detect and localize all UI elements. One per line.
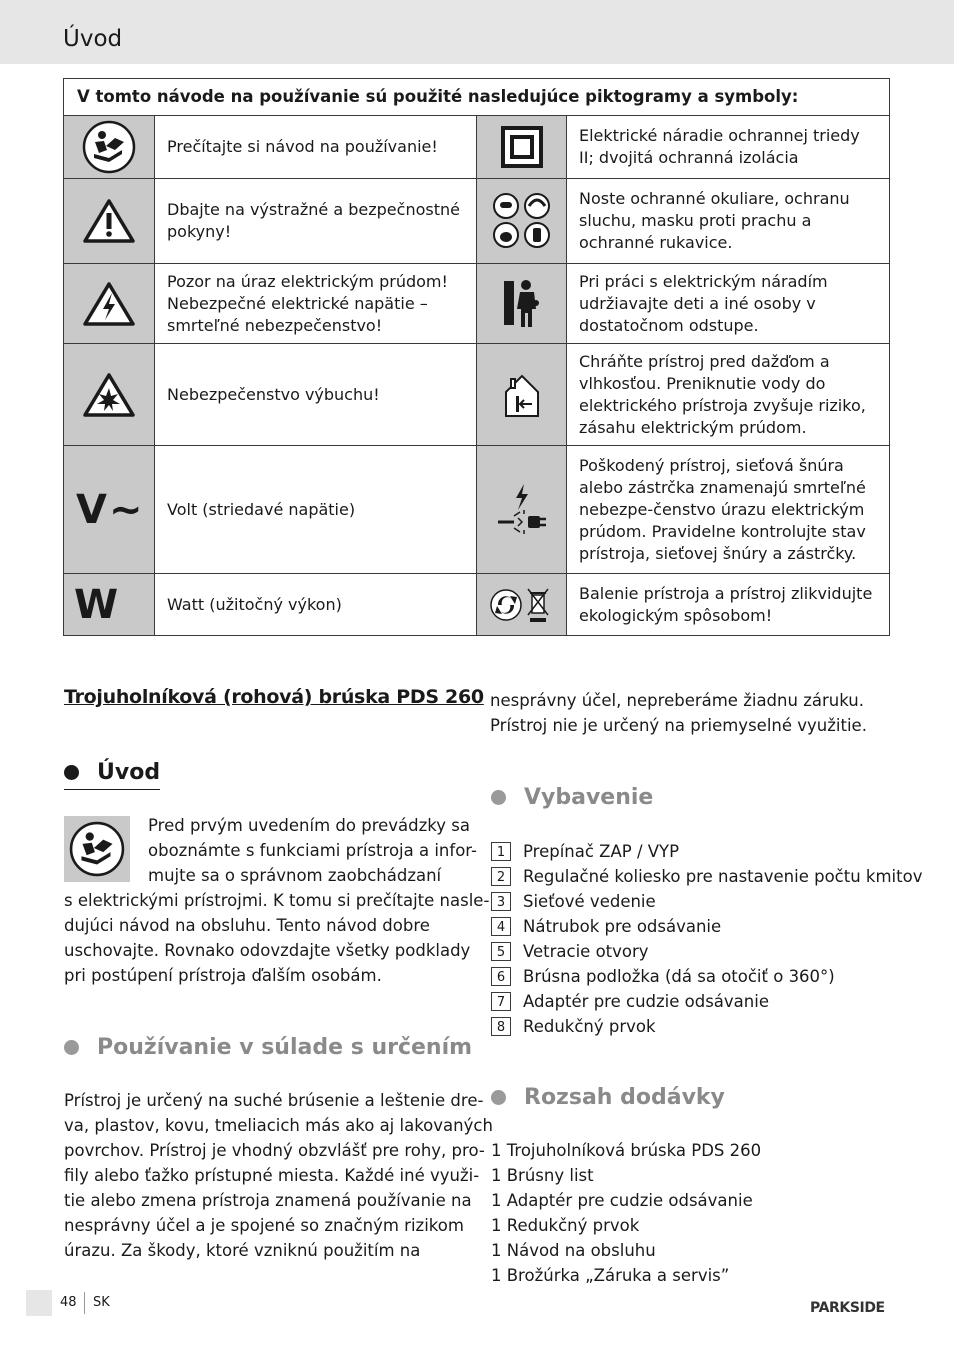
bullet-icon [64, 765, 79, 780]
bullet-icon [64, 1040, 79, 1055]
symbols-table [63, 78, 890, 636]
intended-use-line: nesprávny účel, nepreberáme žiadnu záruku. [490, 691, 864, 710]
keep-bystanders-away-icon [502, 277, 542, 331]
intended-use-line: Prístroj je určený na suché brúsenie a leštenie dre- [64, 1091, 484, 1110]
intro-line: Pred prvým uvedením do prevádzky sa [148, 816, 470, 835]
product-heading: Trojuholníková (rohová) brúska PDS 260 [64, 686, 484, 708]
page-title: Úvod [63, 26, 123, 52]
symbol-cell [477, 264, 567, 344]
page-number: 48 [60, 1295, 77, 1310]
intro-line: pri postúpení prístroja ďalším osobám. [64, 966, 382, 985]
symbol-description: Elektrické náradie ochrannej triedy II; dvojitá ochranná izolácia [567, 116, 890, 179]
intro-line: oboznámte s funkciami prístroja a infor- [148, 841, 477, 860]
item-label: Brúsna podložka (dá sa otočiť o 360°) [523, 967, 835, 986]
intro-icon-box [64, 816, 130, 882]
list-item [491, 939, 922, 964]
protection-class-ii-icon [500, 125, 544, 169]
indoor-use-icon [502, 370, 542, 420]
list-item [491, 989, 922, 1014]
item-number: 7 [491, 992, 511, 1011]
intro-line: s elektrickými prístrojmi. K tomu si prečítajte nasle- [64, 891, 490, 910]
item-number: 2 [491, 867, 511, 886]
intro-heading-text: Úvod [97, 760, 161, 785]
volt-ac-symbol: V~ [76, 486, 145, 533]
symbol-description: Prečítajte si návod na používanie! [155, 116, 477, 179]
brand-logo: PARKSIDE [810, 1300, 885, 1316]
intended-use-continuation [490, 688, 867, 738]
item-number: 1 [491, 842, 511, 861]
symbol-cell [64, 264, 155, 344]
footer-divider [84, 1292, 85, 1314]
symbol-cell [477, 574, 567, 636]
intro-line: mujte sa o správnom zaobchádzaní [148, 866, 442, 885]
intended-use-line: nesprávny účel a je spojené so značným rizikom [64, 1216, 464, 1235]
symbol-cell [64, 179, 155, 264]
symbol-description: Chráňte prístroj pred dažďom a vlhkosťou. Preniknutie vody do elektrického prístroja zvyšuje riziko, zásahu elektrickým prúdom. [567, 344, 890, 446]
symbol-cell [477, 446, 567, 574]
item-label: Adaptér pre cudzie odsávanie [523, 992, 769, 1011]
intended-use-line: úrazu. Za škody, ktoré vzniknú použitím na [64, 1241, 421, 1260]
explosion-warning-icon [83, 372, 135, 418]
bullet-icon [491, 1090, 506, 1105]
item-label: Redukčný prvok [523, 1017, 656, 1036]
warning-triangle-icon [83, 198, 135, 244]
symbol-description: Watt (užitočný výkon) [155, 574, 477, 636]
list-item: 1 Brožúrka „Záruka a servis” [491, 1266, 730, 1285]
scope-list [491, 1138, 761, 1288]
electric-shock-warning-icon [83, 281, 135, 327]
recycling-disposal-icon [490, 585, 554, 625]
intended-use-line: tie alebo zmena prístroja znamená používanie na [64, 1191, 472, 1210]
watt-symbol: W [74, 581, 119, 628]
intended-use-line: fily alebo ťažko prístupné miesta. Každé iné využi- [64, 1166, 480, 1185]
symbol-description: Balenie prístroja a prístroj zlikvidujte ekologickým spôsobom! [567, 574, 890, 636]
list-item [491, 839, 922, 864]
symbol-description: Pozor na úraz elektrickým prúdom! Nebezpečné elektrické napätie – smrteľné nebezpečenstvo! [155, 264, 477, 344]
item-label: Sieťové vedenie [523, 892, 656, 911]
symbol-cell [64, 574, 155, 636]
footer-marker [26, 1290, 52, 1316]
damaged-plug-icon [494, 482, 550, 538]
item-number: 4 [491, 917, 511, 936]
item-label: Vetracie otvory [523, 942, 649, 961]
scope-heading-text: Rozsah dodávky [524, 1085, 725, 1110]
list-item: 1 Návod na obsluhu [491, 1241, 656, 1260]
intro-heading [64, 760, 160, 790]
intended-use-text [64, 1088, 493, 1263]
top-bar [0, 0, 954, 64]
equipment-heading-text: Vybavenie [524, 785, 654, 810]
symbol-description: Noste ochranné okuliare, ochranu sluchu, masku proti prachu a ochranné rukavice. [567, 179, 890, 264]
item-number: 8 [491, 1017, 511, 1036]
symbol-description: Volt (striedavé napätie) [155, 446, 477, 574]
list-item: 1 Brúsny list [491, 1166, 594, 1185]
item-label: Regulačné koliesko pre nastavenie počtu kmitov [523, 867, 923, 886]
item-label: Nátrubok pre odsávanie [523, 917, 722, 936]
intro-line: uschovajte. Rovnako odovzdajte všetky podklady [64, 941, 471, 960]
equipment-list [491, 839, 922, 1039]
list-item [491, 914, 922, 939]
list-item [491, 964, 922, 989]
intro-text-wrapped [148, 813, 477, 888]
intended-use-line: povrchov. Prístroj je vhodný obzvlášť pre rohy, pro- [64, 1141, 485, 1160]
symbols-table-heading: V tomto návode na používanie sú použité nasledujúce piktogramy a symboly: [64, 79, 890, 116]
read-manual-icon [82, 120, 136, 174]
list-item: 1 Trojuholníková brúska PDS 260 [491, 1141, 762, 1160]
intro-line: dujúci návod na obsluhu. Tento návod dobre [64, 916, 430, 935]
list-item: 1 Adaptér pre cudzie odsávanie [491, 1191, 753, 1210]
symbol-description: Dbajte na výstražné a bezpečnostné pokyny! [155, 179, 477, 264]
item-number: 3 [491, 892, 511, 911]
symbol-cell [477, 179, 567, 264]
symbol-description: Nebezpečenstvo výbuchu! [155, 344, 477, 446]
list-item: 1 Redukčný prvok [491, 1216, 640, 1235]
symbol-cell [477, 344, 567, 446]
bullet-icon [491, 790, 506, 805]
intro-text [64, 888, 489, 988]
intended-use-line: Prístroj nie je určený na priemyselné využitie. [490, 716, 867, 735]
symbol-cell [64, 446, 155, 574]
symbol-description: Poškodený prístroj, sieťová šnúra alebo zástrčka znamenajú smrteľné nebezpe-čenstvo úrazu elektrickým prúdom. Pravidelne kontrolujte stav prístroja, sieťovej šnúry a zástrčky. [567, 446, 890, 574]
list-item [491, 1014, 922, 1039]
symbol-description: Pri práci s elektrickým náradím udržiavajte deti a iné osoby v dostatočnom odstupe. [567, 264, 890, 344]
protective-equipment-icon [492, 192, 552, 250]
symbol-cell [477, 116, 567, 179]
list-item [491, 864, 922, 889]
intended-use-line: va, plastov, kovu, tmeliacich más ako aj lakovaných [64, 1116, 493, 1135]
item-number: 5 [491, 942, 511, 961]
scope-heading [491, 1085, 725, 1110]
list-item [491, 889, 922, 914]
read-manual-icon [69, 821, 125, 877]
symbol-cell [64, 344, 155, 446]
item-label: Prepínač ZAP / VYP [523, 842, 680, 861]
equipment-heading [491, 785, 653, 810]
item-number: 6 [491, 967, 511, 986]
symbol-cell [64, 116, 155, 179]
language-code: SK [93, 1295, 110, 1310]
intended-use-heading-text: Používanie v súlade s určením [97, 1035, 473, 1060]
intended-use-heading [64, 1035, 472, 1060]
